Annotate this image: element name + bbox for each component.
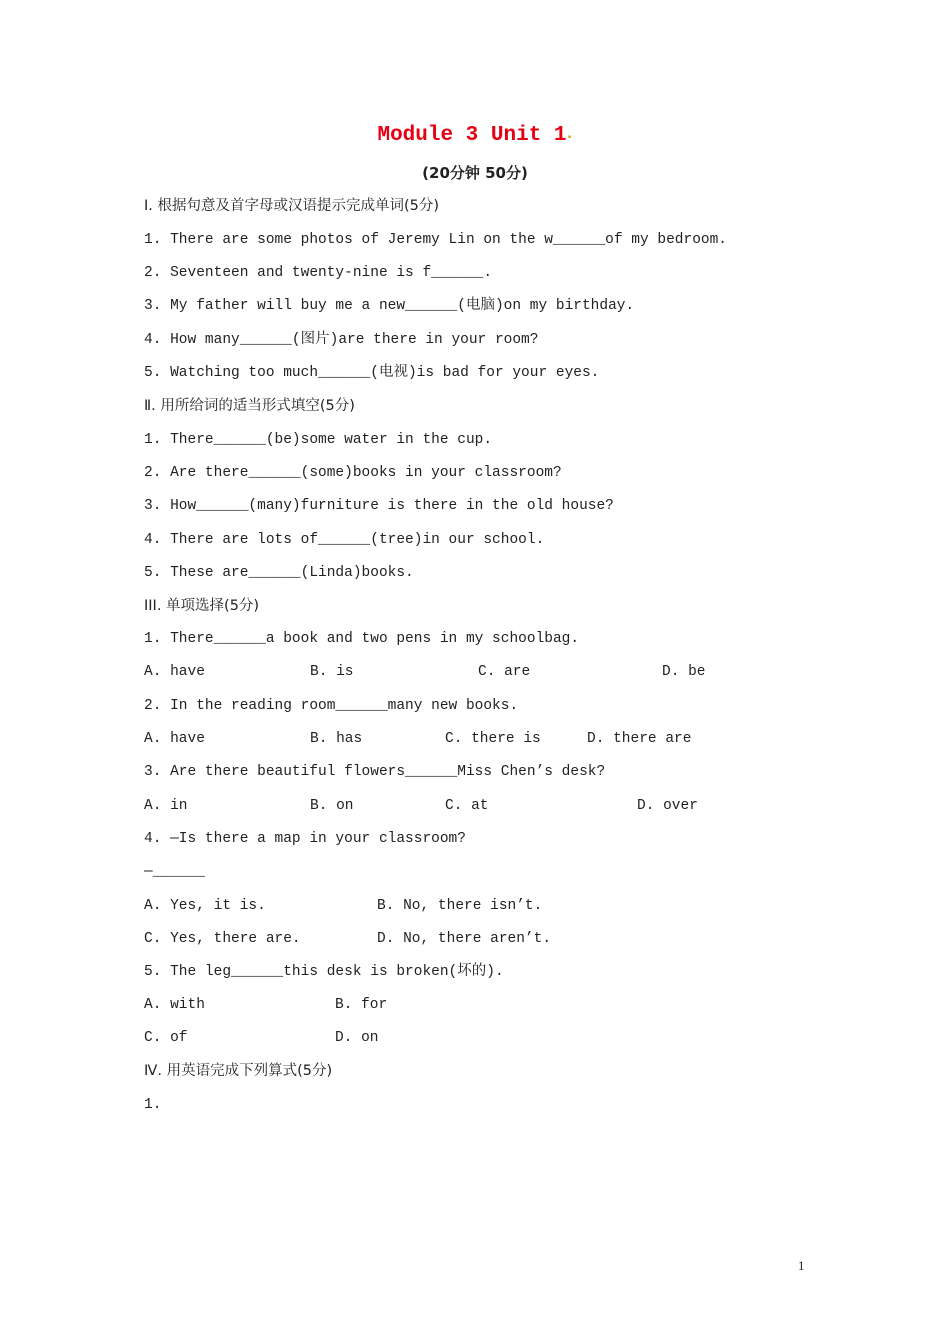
- q1-option-d: D. be: [662, 664, 706, 680]
- sec1-item-5: 5. Watching too much______(电视)is bad for your eyes.: [144, 365, 600, 381]
- sec2-item-3: 3. How______(many)furniture is there in the old house?: [144, 498, 614, 514]
- q3-option-c: C. at: [445, 798, 489, 814]
- sec1-item-3: 3. My father will buy me a new______(电脑)on my birthday.: [144, 298, 635, 314]
- sec2-item-1: 1. There______(be)some water in the cup.: [144, 432, 493, 448]
- q1-option-c: C. are: [478, 664, 531, 680]
- q4-answer-blank: —______: [144, 864, 205, 880]
- q5-option-a: A. with: [144, 997, 205, 1013]
- q3-option-d: D. over: [637, 798, 698, 814]
- sec3-question-4: 4. —Is there a map in your classroom?: [144, 831, 466, 847]
- q5-option-c: C. of: [144, 1030, 188, 1046]
- q1-option-b: B. is: [310, 664, 354, 680]
- sec2-item-2: 2. Are there______(some)books in your classroom?: [144, 465, 562, 481]
- q3-option-a: A. in: [144, 798, 188, 814]
- sec1-item-1: 1. There are some photos of Jeremy Lin on the w______of my bedroom.: [144, 232, 727, 248]
- q2-option-d: D. there are: [587, 731, 692, 747]
- page-title: Module 3 Unit 1▪: [377, 124, 573, 147]
- sec2-item-4: 4. There are lots of______(tree)in our school.: [144, 532, 545, 548]
- decorative-dot: ▪: [566, 133, 573, 144]
- q5-option-d: D. on: [335, 1030, 379, 1046]
- sec1-item-4: 4. How many______(图片)are there in your room?: [144, 332, 539, 348]
- q2-option-a: A. have: [144, 731, 205, 747]
- section-4-heading: Ⅳ. 用英语完成下列算式(5分): [144, 1063, 333, 1079]
- sec3-question-3: 3. Are there beautiful flowers______Miss Chen’s desk?: [144, 764, 606, 780]
- q4-option-a: A. Yes, it is.: [144, 898, 266, 914]
- q4-option-b: B. No, there isn’t.: [377, 898, 543, 914]
- q2-option-b: B. has: [310, 731, 363, 747]
- sec3-question-1: 1. There______a book and two pens in my schoolbag.: [144, 631, 580, 647]
- sec2-item-5: 5. These are______(Linda)books.: [144, 565, 414, 581]
- sec3-question-2: 2. In the reading room______many new books.: [144, 698, 519, 714]
- sec1-item-2: 2. Seventeen and twenty-nine is f______.: [144, 265, 493, 281]
- page-subtitle: (20分钟 50分): [422, 164, 528, 182]
- sec3-question-5: 5. The leg______this desk is broken(坏的).: [144, 964, 504, 980]
- q1-option-a: A. have: [144, 664, 205, 680]
- q5-option-b: B. for: [335, 997, 388, 1013]
- sec4-item-1: 1.: [144, 1097, 162, 1113]
- section-3-heading: III. 单项选择(5分): [144, 598, 260, 614]
- page-number: 1: [798, 1258, 805, 1273]
- q2-option-c: C. there is: [445, 731, 541, 747]
- q4-option-c: C. Yes, there are.: [144, 931, 301, 947]
- q3-option-b: B. on: [310, 798, 354, 814]
- section-1-heading: Ⅰ. 根据句意及首字母或汉语提示完成单词(5分): [144, 198, 440, 214]
- q4-option-d: D. No, there aren’t.: [377, 931, 552, 947]
- section-2-heading: Ⅱ. 用所给词的适当形式填空(5分): [144, 398, 355, 414]
